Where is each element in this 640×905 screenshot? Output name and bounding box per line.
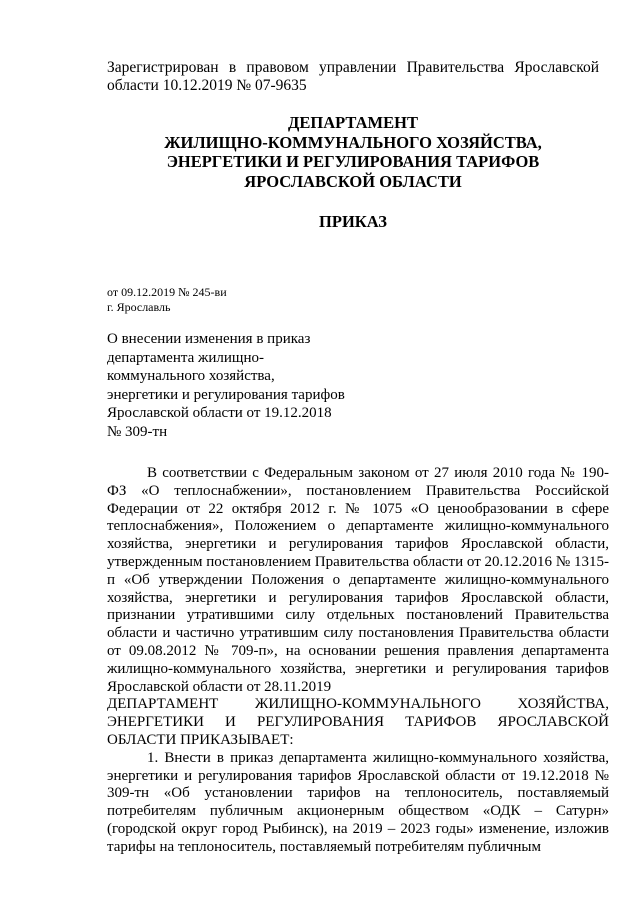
orders-paragraph: ДЕПАРТАМЕНТ ЖИЛИЩНО-КОММУНАЛЬНОГО ХОЗЯЙСТВА, ЭНЕРГЕТИКИ И РЕГУЛИРОВАНИЯ ТАРИФОВ ЯРОСЛАВСКОЙ ОБЛАСТИ ПРИКАЗЫВАЕТ: [107, 696, 609, 748]
item-1-paragraph: 1. Внести в приказ департамента жилищно-коммунального хозяйства, энергетики и регулирования тарифов Ярославской области от 19.12.2018 № 309-тн «Об установлении тарифов на теплоноситель, поставляемый потребителям публичным акционерным обществом «ОДК – Сатурн» (городской округ город Рыбинск), на 2019 – 2023 годы» изменение, изложив тарифы на теплоноситель, поставляемый потребителям публичным [107, 749, 609, 855]
document-body [107, 465, 609, 857]
department-heading [107, 113, 599, 191]
registration-note: Зарегистрирован в правовом управлении Правительства Ярославской области 10.12.2019 № 07-9635 [107, 59, 599, 94]
document-subject: О внесении изменения в приказ департамента жилищно-коммунального хозяйства, энергетики и регулирования тарифов Ярославской области от 19.12.2018 № 309-тн [107, 331, 345, 440]
city: г. Ярославль [107, 300, 171, 314]
document-meta [107, 285, 227, 315]
heading-line-1: ДЕПАРТАМЕНТ [288, 113, 418, 132]
date-number: от 09.12.2019 № 245-ви [107, 285, 227, 299]
document-type-title: ПРИКАЗ [319, 212, 387, 231]
heading-line-3: ЭНЕРГЕТИКИ И РЕГУЛИРОВАНИЯ ТАРИФОВ [166, 152, 540, 171]
preamble-paragraph: В соответствии с Федеральным законом от 27 июля 2010 года № 190-ФЗ «О теплоснабжении», постановлением Правительства Российской Федерации от 22 октября 2012 г. № 1075 «О ценообразовании в сфере теплоснабжения», Положением о департаменте жилищно-коммунального хозяйства, энергетики и регулирования тарифов Ярославской области, утвержденным постановлением Правительства области от 20.12.2016 № 1315-п «Об утверждении Положения о департаменте жилищно-коммунального хозяйства, энергетики и регулирования тарифов Ярославской области, признании утратившими силу отдельных постановлений Правительства области и частично утратившим силу постановления Правительства области от 09.08.2012 № 709-п», на основании решения правления департамента жилищно-коммунального хозяйства, энергетики и регулирования тарифов Ярославской области от 28.11.2019 [107, 465, 609, 695]
heading-line-4: ЯРОСЛАВСКОЙ ОБЛАСТИ [244, 171, 462, 191]
heading-line-2: ЖИЛИЩНО-КОММУНАЛЬНОГО ХОЗЯЙСТВА, [164, 132, 542, 152]
